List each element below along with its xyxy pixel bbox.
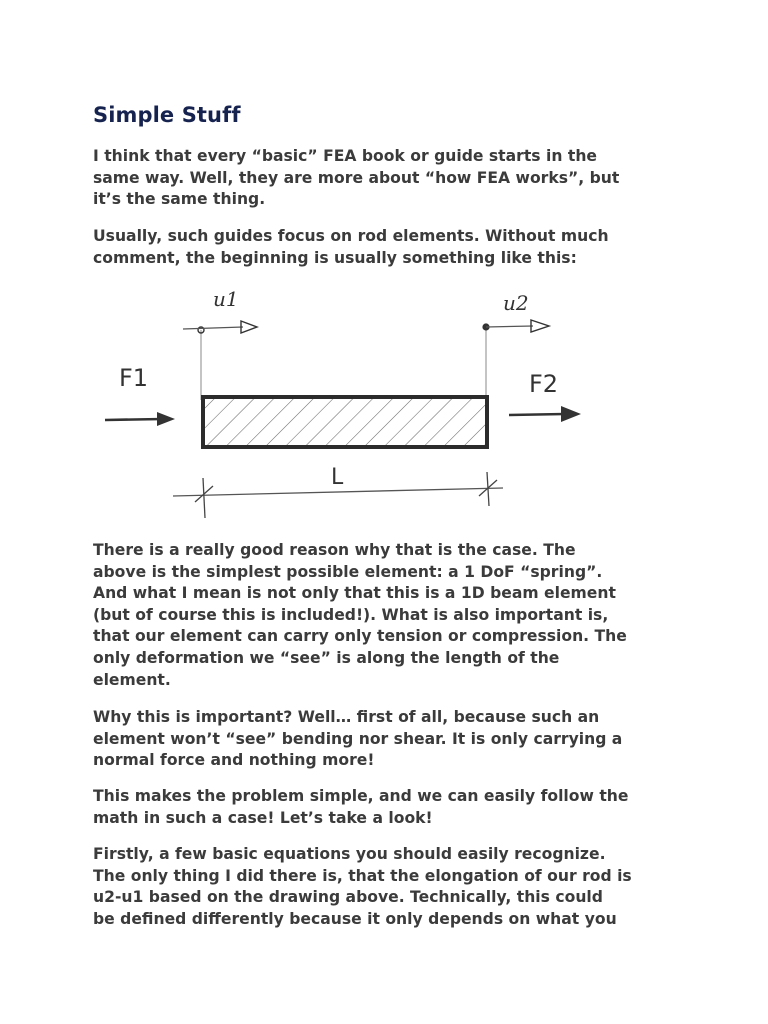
- text-line: Firstly, a few basic equations you should easily recognize.: [93, 845, 606, 863]
- text-line: Why this is important? Well… first of all, because such an: [93, 708, 600, 726]
- text-line: There is a really good reason why that is the case. The: [93, 541, 576, 559]
- text-line: And what I mean is not only that this is a 1D beam element: [93, 584, 616, 603]
- paragraph-rod-elements: [93, 226, 693, 269]
- text-line: u2-u1 based on the drawing above. Technically, this could: [93, 888, 603, 907]
- text-line: normal force and nothing more!: [93, 751, 375, 770]
- paragraph-intro: [93, 146, 693, 211]
- f2-label: F2: [529, 370, 559, 398]
- u2-label: u2: [503, 291, 529, 315]
- f1-label: F1: [119, 364, 149, 392]
- text-line: it’s the same thing.: [93, 190, 266, 209]
- rod-body: [203, 397, 487, 447]
- text-line: Usually, such guides focus on rod elements. Without much: [93, 227, 609, 245]
- length-label: L: [331, 465, 344, 490]
- paragraph-equations: [93, 844, 693, 930]
- text-line: only deformation we “see” is along the length of the: [93, 648, 560, 667]
- text-line: same way. Well, they are more about “how FEA works”, but: [93, 168, 620, 187]
- text-line: element won’t “see” bending nor shear. It is only carrying a: [93, 729, 623, 748]
- paragraph-importance: [93, 707, 693, 772]
- text-line: (but of course this is included!). What is also important is,: [93, 605, 609, 624]
- text-line: This makes the problem simple, and we can easily follow the: [93, 787, 629, 805]
- text-line: be defined differently because it only depends on what you: [93, 909, 617, 928]
- text-line: The only thing I did there is, that the elongation of our rod is: [93, 866, 632, 885]
- text-line: above is the simplest possible element: a 1 DoF “spring”.: [93, 562, 603, 581]
- text-line: I think that every “basic” FEA book or guide starts in the: [93, 147, 597, 165]
- text-line: that our element can carry only tension or compression. The: [93, 627, 627, 646]
- paragraph-simple-problem: [93, 786, 693, 829]
- paragraph-reason: [93, 540, 693, 691]
- u1-label: u1: [213, 287, 239, 311]
- text-line: comment, the beginning is usually something like this:: [93, 248, 577, 267]
- rod-element-sketch: [93, 282, 603, 522]
- section-heading: Simple Stuff: [93, 103, 241, 127]
- text-line: math in such a case! Let’s take a look!: [93, 808, 433, 827]
- text-line: element.: [93, 670, 171, 689]
